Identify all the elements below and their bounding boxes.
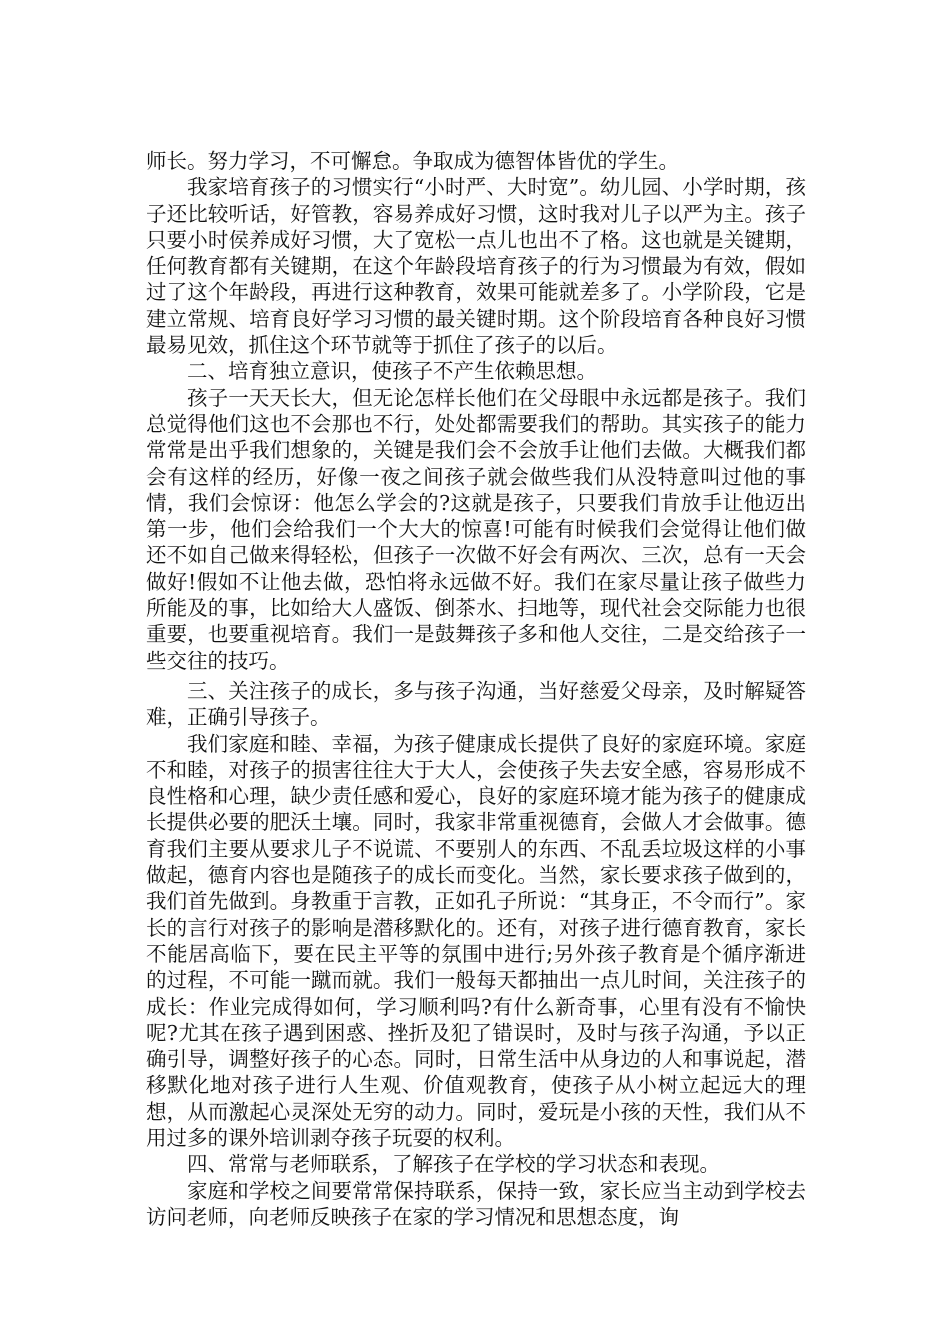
paragraph-habits: 我家培育孩子的习惯实行“小时严、大时宽”。幼儿园、小学时期，孩子还比较听话，好管教，容易养成好习惯，这时我对儿子以严为主。孩子只要小时侯养成好习惯，大了宽松一点儿也出不了格。这也就是关键期，任何教育都有关键期，在这个年龄段培育孩子的行为习惯最为有效，假如过了这个年龄段，再进行这种教育，效果可能就差多了。小学阶段，它是建立常规、培育良好学习习惯的最关键时期。这个阶段培育各种良好习惯最易见效，抓住这个环节就等于抓住了孩子的以后。 <box>146 175 806 358</box>
section-heading-independence: 二、培育独立意识，使孩子不产生依赖思想。 <box>187 359 597 384</box>
paragraph-growth: 我们家庭和睦、幸福，为孩子健康成长提供了良好的家庭环境。家庭不和睦，对孩子的损害往往大于大人，会使孩子失去安全感，容易形成不良性格和心理，缺少责任感和爱心，良好的家庭环境才能为孩子的健康成长提供必要的肥沃土壤。同时，我家非常重视德育，会做人才会做事。德育我们主要从要求儿子不说谎、不要别人的东西、不乱丢垃圾这样的小事做起，德育内容也是随孩子的成长而变化。当然，家长要求孩子做到的，我们首先做到。身教重于言教，正如孔子所说：“其身正，不令而行”。家长的言行对孩子的影响是潜移默化的。还有，对孩子进行德育教育，家长不能居高临下，要在民主平等的氛围中进行;另外孩子教育是个循序渐进的过程，不可能一蹴而就。我们一般每天都抽出一点儿时间，关注孩子的成长：作业完成得如何，学习顺利吗?有什么新奇事，心里有没有不愉快呢?尤其在孩子遇到困惑、挫折及犯了错误时，及时与孩子沟通，予以正确引导，调整好孩子的心态。同时，日常生活中从身边的人和事说起，潜移默化地对孩子进行人生观、价值观教育，使孩子从小树立起远大的理想，从而激起心灵深处无穷的动力。同时，爱玩是小孩的天性，我们从不用过多的课外培训剥夺孩子玩耍的权利。 <box>146 731 806 1150</box>
paragraph-independence: 孩子一天天长大，但无论怎样长他们在父母眼中永远都是孩子。我们总觉得他们这也不会那也不行，处处都需要我们的帮助。其实孩子的能力常常是出乎我们想象的，关键是我们会不会放手让他们去做。大概我们都会有这样的经历，好像一夜之间孩子就会做些我们从没特意叫过他的事情，我们会惊讶：他怎么学会的?这就是孩子，只要我们肯放手让他迈出第一步，他们会给我们一个大大的惊喜!可能有时候我们会觉得让他们做还不如自己做来得轻松，但孩子一次做不好会有两次、三次，总有一天会做好!假如不让他去做，恐怕将永远做不好。我们在家尽量让孩子做些力所能及的事，比如给大人盛饭、倒茶水、扫地等，现代社会交际能力也很重要，也要重视培育。我们一是鼓舞孩子多和他人交往，二是交给孩子一些交往的技巧。 <box>146 385 806 673</box>
section-heading-teacher-contact: 四、常常与老师联系，了解孩子在学校的学习状态和表现。 <box>187 1152 720 1177</box>
paragraph-teacher-contact: 家庭和学校之间要常常保持联系，保持一致，家长应当主动到学校去访问老师，向老师反映孩子在家的学习情况和思想态度，询 <box>146 1178 806 1229</box>
paragraph-continuation: 师长。努力学习，不可懈怠。争取成为德智体皆优的学生。 <box>146 149 679 173</box>
section-heading-growth: 三、关注孩子的成长，多与孩子沟通，当好慈爱父母亲，及时解疑答难，正确引导孩子。 <box>146 678 806 730</box>
document-page <box>146 148 806 1230</box>
